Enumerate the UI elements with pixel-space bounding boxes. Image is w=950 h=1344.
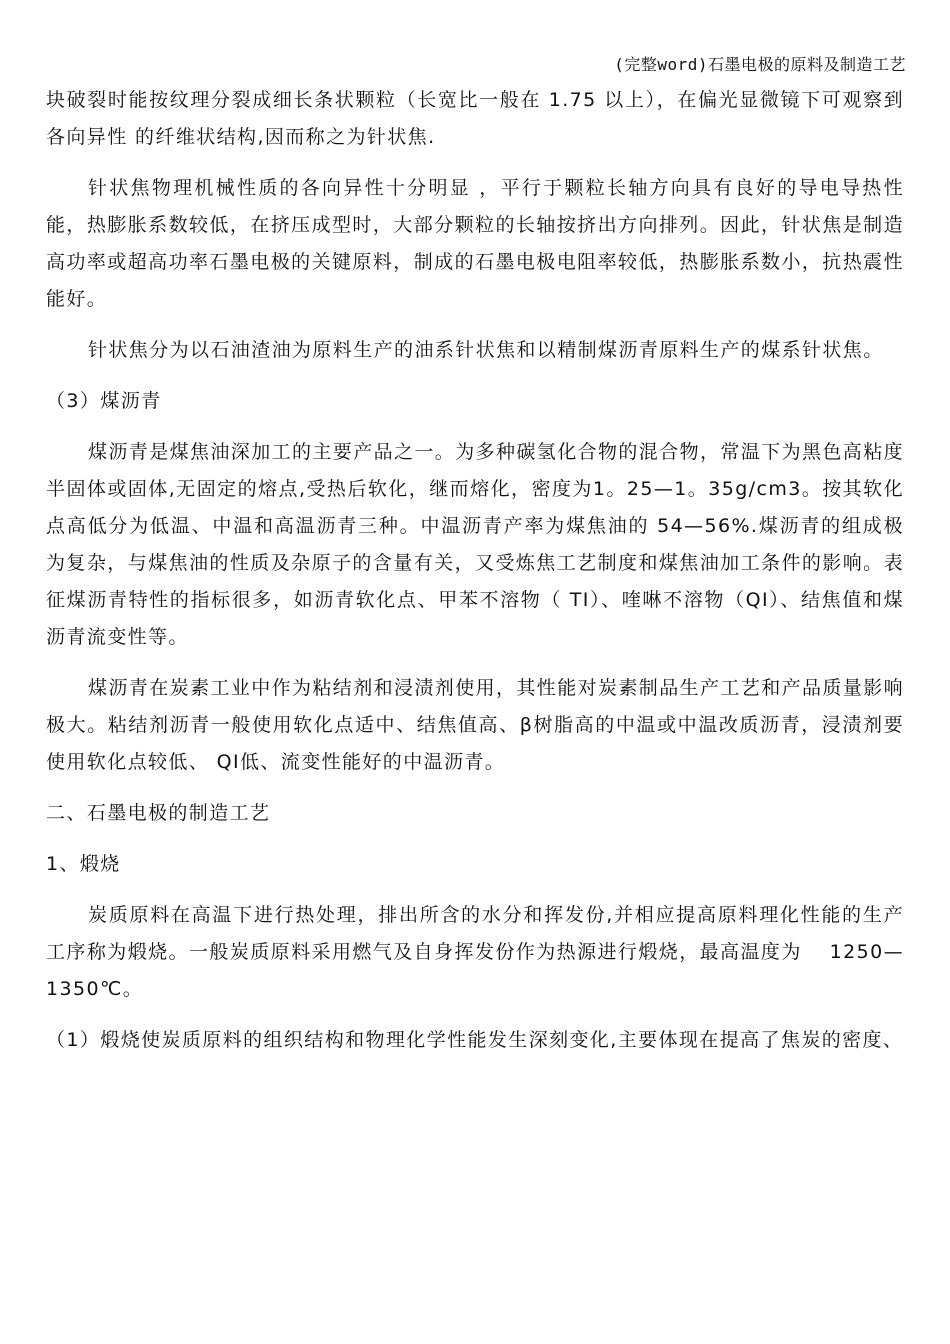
paragraph-coal-pitch-definition: 煤沥青是煤焦油深加工的主要产品之一。为多种碳氢化合物的混合物，常温下为黑色高粘度半固体或固体,无固定的熔点,受热后软化，继而熔化，密度为1。25—1。35g/cm3。按其软化点高低分为低温、中温和高温沥青三种。中温沥青产率为煤焦油的 54—56%.煤沥青的组成极为复杂，与煤焦油的性质及杂原子的含量有关，又受炼焦工艺制度和煤焦油加工条件的影响。表征煤沥青特性的指标很多，如沥青软化点、甲苯不溶物（ TI）、喹啉不溶物（QI）、结焦值和煤沥青流变性等。 [46,441,905,648]
document-body [46,82,904,1059]
heading-calcination: 1、煅烧 [46,853,121,875]
heading-coal-pitch: （3）煤沥青 [46,390,162,412]
paragraph-calcination: 炭质原料在高温下进行热处理，排出所含的水分和挥发份,并相应提高原料理化性能的生产工序称为煅烧。一般炭质原料采用燃气及自身挥发份作为热源进行煅烧，最高温度为 1250—1350℃。 [46,904,904,1000]
paragraph-needle-coke-intro: 块破裂时能按纹理分裂成细长条状颗粒（长宽比一般在 1.75 以上），在偏光显微镜下可观察到各向异性 的纤维状结构,因而称之为针状焦. [46,89,904,148]
heading-manufacturing-process: 二、石墨电极的制造工艺 [46,802,271,824]
paragraph-calcination-effects: （1）煅烧使炭质原料的组织结构和物理化学性能发生深刻变化,主要体现在提高了焦炭的密度、 [46,1029,904,1051]
paragraph-coal-pitch-usage: 煤沥青在炭素工业中作为粘结剂和浸渍剂使用，其性能对炭素制品生产工艺和产品质量影响极大。粘结剂沥青一般使用软化点适中、结焦值高、β树脂高的中温或中温改质沥青，浸渍剂要使用软化点较低、 QI低、流变性能好的中温沥青。 [46,677,905,773]
page-header: (完整word)石墨电极的原料及制造工艺 [614,55,906,74]
paragraph-needle-coke-types: 针状焦分为以石油渣油为原料生产的油系针状焦和以精制煤沥青原料生产的煤系针状焦。 [88,339,884,361]
paragraph-needle-coke-properties: 针状焦物理机械性质的各向异性十分明显 ，平行于颗粒长轴方向具有良好的导电导热性能，热膨胀系数较低，在挤压成型时，大部分颗粒的长轴按挤出方向排列。因此，针状焦是制造高功率或超高功率石墨电极的关键原料，制成的石墨电极电阻率较低，热膨胀系数小，抗热震性能好。 [46,177,904,310]
